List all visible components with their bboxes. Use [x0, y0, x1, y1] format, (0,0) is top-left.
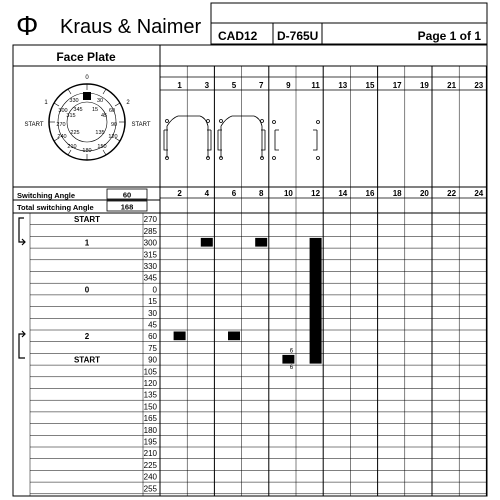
total-switching-angle-label: Total switching Angle	[17, 203, 94, 212]
dial-marker-1: 1	[44, 100, 48, 106]
dial-label-90: 90	[110, 122, 118, 128]
header	[16, 3, 487, 44]
position-angle: 90	[148, 355, 157, 365]
terminal-bottom-label: 6	[231, 189, 237, 198]
switching-angle-label: Switching Angle	[17, 191, 76, 200]
terminal-top-label: 5	[231, 81, 237, 90]
position-label: 1	[84, 238, 90, 248]
position-angle: 315	[143, 250, 157, 260]
position-angle: 120	[143, 379, 157, 388]
position-angle: 105	[143, 367, 157, 377]
switching-angle-value: 60	[122, 190, 132, 200]
position-label: START	[73, 355, 101, 365]
terminal-top-label: 7	[258, 81, 264, 90]
dial-label-150: 150	[97, 144, 107, 150]
terminal-bottom-label: 12	[311, 189, 321, 198]
terminal-bottom-label: 14	[338, 189, 348, 198]
position-angle: 330	[143, 262, 157, 271]
position-angle: 345	[143, 273, 157, 283]
contact-closure-mark	[174, 332, 186, 341]
terminal-bottom-label: 16	[365, 189, 375, 198]
terminal-top-label: 13	[338, 81, 348, 90]
position-angle: 30	[148, 308, 157, 318]
position-label: 2	[84, 332, 90, 342]
terminal-top-label: 19	[419, 81, 429, 90]
dial-start-left: START	[24, 122, 44, 128]
terminal-bottom-label: 4	[204, 189, 210, 198]
contact-closure-mark	[282, 355, 294, 364]
dial-label-210: 210	[67, 144, 77, 150]
dial-start-right: START	[131, 122, 151, 128]
position-angle: 210	[143, 449, 157, 459]
position-angle: 150	[143, 402, 157, 412]
total-switching-angle-value: 168	[120, 202, 134, 212]
contact-closure-mark	[201, 238, 213, 247]
terminal-top-label: 17	[392, 81, 402, 90]
brand-name: Kraus & Naimer	[60, 16, 202, 38]
dial	[24, 75, 150, 160]
position-angle: 300	[143, 238, 157, 248]
small-mark-bottom: 6	[289, 365, 294, 372]
dial-label-30: 30	[96, 98, 104, 104]
terminal-top-label: 11	[311, 81, 320, 90]
terminal-bottom-label: 24	[474, 189, 484, 198]
contact-closure-mark	[255, 238, 267, 247]
model-number: CAD12	[218, 29, 258, 43]
terminal-top-label: 21	[447, 81, 457, 90]
terminal-bottom-label: 2	[177, 189, 182, 198]
dial-label-45: 45	[100, 113, 108, 119]
terminal-top-label: 9	[286, 81, 291, 90]
small-mark-top: 6	[289, 348, 294, 355]
position-angle: 180	[143, 425, 157, 435]
position-angle: 165	[143, 414, 157, 424]
dial-label-300: 300	[58, 108, 68, 114]
switching-angle-info	[13, 189, 160, 212]
terminal-bottom-label: 10	[283, 189, 293, 198]
position-angle: 285	[143, 226, 157, 236]
dial-label-60: 60	[108, 108, 116, 114]
terminal-top-label: 15	[365, 81, 375, 90]
dial-pointer	[83, 92, 91, 100]
dial-label-135: 135	[95, 130, 105, 136]
position-label: START	[73, 215, 101, 225]
dial-label-345: 345	[73, 107, 83, 113]
dial-label-0: 0	[85, 75, 89, 81]
terminal-bottom-label: 20	[419, 189, 429, 198]
dial-label-330: 330	[69, 98, 79, 104]
terminal-bottom-label: 18	[392, 189, 402, 198]
face-plate-title: Face Plate	[56, 50, 116, 64]
terminal-top-label: 1	[177, 81, 182, 90]
position-angle: 0	[152, 285, 157, 295]
dial-label-15: 15	[91, 107, 99, 113]
dial-label-315: 315	[66, 113, 76, 119]
dial-label-270: 270	[56, 122, 66, 128]
dial-label-180: 180	[82, 148, 92, 154]
position-angle: 135	[143, 390, 157, 400]
position-angle: 225	[143, 460, 157, 470]
dial-label-240: 240	[57, 134, 67, 140]
position-brackets	[19, 218, 25, 358]
terminal-top-label: 23	[474, 81, 484, 90]
terminal-bottom-label: 22	[447, 189, 457, 198]
page-indicator: Page 1 of 1	[417, 29, 481, 43]
position-angle: 45	[148, 320, 157, 330]
position-angle: 75	[148, 343, 157, 353]
terminal-bottom-label: 8	[258, 189, 264, 198]
position-angle: 195	[143, 437, 157, 447]
position-label: 0	[84, 285, 90, 295]
position-angle: 240	[143, 472, 157, 482]
logo-symbol: Φ	[16, 10, 39, 41]
main-frame	[13, 45, 487, 496]
dial-label-225: 225	[70, 130, 80, 136]
drawing-number: D-765U	[277, 29, 319, 43]
position-angle: 270	[143, 215, 157, 225]
position-angle: 60	[148, 332, 157, 342]
position-angle: 255	[143, 484, 157, 494]
contact-closure-mark	[310, 238, 322, 364]
dial-label-120: 120	[108, 134, 118, 140]
dial-marker-2: 2	[126, 100, 130, 106]
terminal-top-label: 3	[204, 81, 210, 90]
position-angle: 15	[148, 297, 157, 307]
contact-closure-mark	[228, 332, 240, 341]
